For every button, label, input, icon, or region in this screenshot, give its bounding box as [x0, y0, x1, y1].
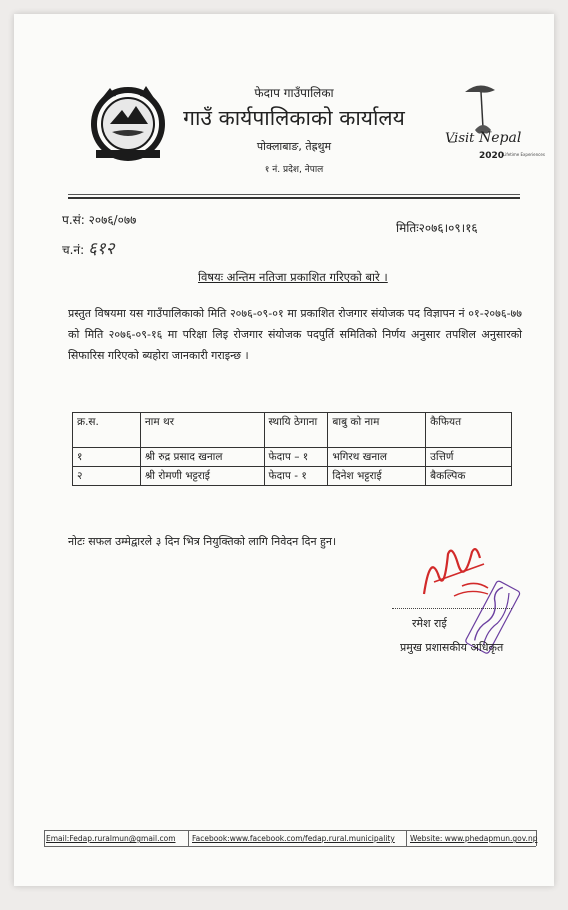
table-header-cell: क्र.स.	[73, 413, 141, 448]
chalani-label: च.नं:	[62, 243, 85, 257]
table-header-cell: स्थायि ठेगाना	[264, 413, 328, 448]
province-name: १ नं. प्रदेश, नेपाल	[264, 165, 324, 175]
footer-facebook: Facebook:www.facebook.com/fedap.rural.municipality	[192, 834, 395, 843]
footer-separator	[188, 830, 189, 846]
letter-page	[14, 14, 554, 886]
table-row	[73, 448, 512, 467]
letter-body: प्रस्तुत विषयमा यस गाउँपालिकाको मिति २०७६-०९-०१ मा प्रकाशित रोजगार संयोजक पद विज्ञापन नं ०१-२०७६-७७ को मिति २०७६-०९-१६ मा परिक्षा लिइ रोजगार संयोजक पदपुर्ति समितिको निर्णय अनुसार तपशिल अनुसारको सिफारिस गरिएको ब्यहोरा जानकारी गराइन्छ ।	[68, 307, 522, 362]
table-cell: १	[73, 448, 141, 467]
office-title: गाउँ कार्यपालिकाको कार्यालय	[183, 106, 405, 130]
table-cell: फेदाप – १	[264, 448, 328, 467]
note-text: नोटः सफल उम्मेद्वारले ३ दिन भित्र नियुक्तिको लागि निवेदन दिन हुन।	[68, 535, 337, 548]
footer-top-border	[44, 830, 536, 831]
header-divider	[68, 194, 520, 195]
letter-date: मितिः२०७६।०९।१६	[396, 221, 478, 235]
footer-separator	[44, 830, 45, 846]
municipality-name: फेदाप गाउँपालिका	[254, 86, 334, 100]
signatory-name: रमेश राई	[412, 617, 447, 630]
table-header-cell: नाम थर	[140, 413, 264, 448]
footer-bottom-border	[44, 846, 536, 847]
logo-visit-text: Visit	[445, 131, 475, 146]
table-cell: बैकल्पिक	[426, 467, 512, 486]
table-cell: भगिरथ खनाल	[328, 448, 426, 467]
table-cell: दिनेश भट्टराई	[328, 467, 426, 486]
logo-tag-text: Lifetime Experiences	[503, 152, 545, 157]
letter-subject: विषयः अन्तिम नतिजा प्रकाशित गरिएको बारे ।	[198, 270, 388, 284]
signatory-title: प्रमुख प्रशासकीय अधिकृत	[400, 641, 504, 654]
table-header-row	[73, 413, 512, 448]
table-cell: श्री रुद्र प्रसाद खनाल	[140, 448, 264, 467]
chalani-number	[62, 236, 115, 259]
table-header-cell: कैफियत	[426, 413, 512, 448]
footer-separator	[406, 830, 407, 846]
table-cell: २	[73, 467, 141, 486]
footer-email: Email:Fedap.ruralmun@gmail.com	[46, 834, 176, 843]
logo-nepal-text: Nepal	[479, 130, 522, 146]
patra-sankhya: प.सं: २०७६/०७७	[62, 213, 137, 227]
table-cell: श्री रोमणी भट्टराई	[140, 467, 264, 486]
result-table	[72, 412, 512, 486]
logo-year-text: 2020	[479, 151, 505, 161]
header-divider-thick	[68, 197, 520, 199]
chalani-value: ६१२	[87, 239, 115, 259]
table-cell: उत्तिर्ण	[426, 448, 512, 467]
signature-line	[392, 608, 512, 609]
office-address: पोक्लाबाङ, तेह्रथुम	[256, 140, 332, 153]
visit-nepal-logo	[439, 80, 545, 170]
table-row	[73, 467, 512, 486]
footer-website: Website: www.phedapmun.gov.np	[410, 834, 538, 843]
table-header-cell: बाबु को नाम	[328, 413, 426, 448]
table-cell: फेदाप - १	[264, 467, 328, 486]
government-emblem-icon	[82, 74, 174, 166]
